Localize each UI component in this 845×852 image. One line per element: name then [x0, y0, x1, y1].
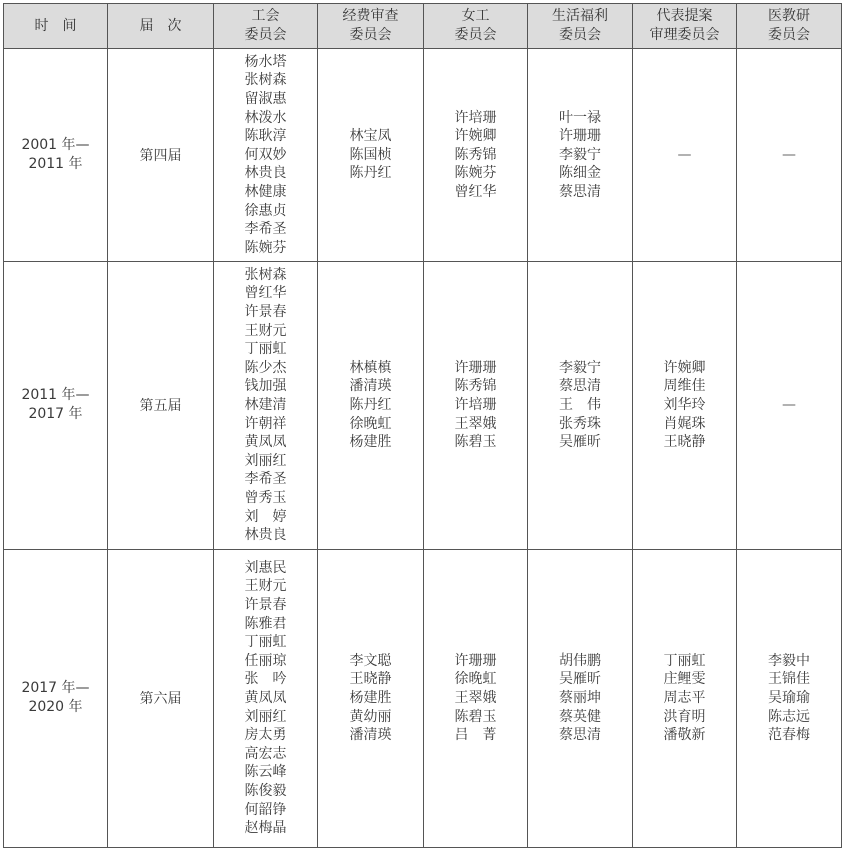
member-name: 徐晚虹 — [349, 415, 392, 432]
member-name: 庄鲤雯 — [663, 671, 706, 688]
member-name: 何韶铮 — [244, 801, 287, 818]
committee-table — [3, 3, 842, 848]
member-name: 陈碧玉 — [454, 708, 497, 725]
member-name: 黄幼丽 — [349, 708, 392, 725]
member-name: 胡伟鹏 — [559, 652, 601, 669]
member-name: 陈碧玉 — [454, 434, 497, 451]
member-name: 蔡丽坤 — [559, 689, 601, 706]
member-name: 黄凤凤 — [244, 689, 287, 706]
member-name: 蔡思清 — [559, 183, 601, 200]
header-label: 委员会 — [244, 27, 287, 43]
period-line: 2020 年 — [28, 699, 83, 716]
member-name: 王晓静 — [349, 671, 392, 688]
cell-proposal-members — [633, 549, 737, 848]
cell-union-members — [214, 262, 318, 549]
member-name: 李文聪 — [349, 652, 392, 669]
member-name: 林泼水 — [244, 109, 287, 126]
header-label: 届 次 — [139, 17, 182, 34]
member-name: 李毅中 — [768, 652, 810, 669]
table-header — [4, 4, 842, 49]
member-name: 许景春 — [244, 596, 287, 613]
member-name: 王晓静 — [663, 434, 706, 451]
member-name: 周维佳 — [663, 378, 706, 395]
member-name: 陈俊毅 — [244, 782, 287, 799]
member-name: 肖娓珠 — [663, 415, 706, 432]
member-name: 陈志远 — [768, 708, 810, 725]
period-line: 2017 年— — [21, 680, 90, 697]
member-name: 吴雁昕 — [559, 434, 601, 451]
member-name: 吕 菁 — [454, 727, 497, 744]
cell-welfare-members — [528, 262, 633, 549]
cell-term: 第五届 — [108, 262, 214, 549]
member-name: 陈秀锦 — [454, 378, 497, 395]
member-name: 叶一禄 — [559, 109, 601, 126]
member-name: 曾红华 — [454, 183, 497, 200]
member-name: 陈少杰 — [244, 359, 287, 376]
member-name: 王锦佳 — [768, 671, 810, 688]
member-name: 蔡思清 — [559, 727, 601, 744]
member-name: 林贵良 — [244, 165, 287, 182]
period-line: 2017 年 — [28, 406, 83, 423]
header-label: 工会 — [251, 8, 280, 24]
member-name: 林健康 — [244, 183, 287, 200]
member-name: 黄凤凤 — [244, 434, 287, 451]
member-name: 王翠娥 — [454, 415, 497, 432]
header-label: 委员会 — [768, 27, 810, 43]
member-name: 范春梅 — [768, 727, 810, 744]
cell-period — [4, 262, 108, 549]
member-name: 李希圣 — [244, 221, 287, 238]
member-name: 刘丽红 — [244, 708, 287, 725]
member-name: 洪育明 — [663, 708, 706, 725]
empty-dash: — — [782, 396, 796, 413]
member-name: 杨水塔 — [244, 53, 287, 70]
cell-women-members — [424, 262, 528, 549]
cell-union-members — [214, 549, 318, 848]
member-name: 房太勇 — [244, 727, 287, 744]
header-term — [108, 4, 214, 49]
member-name: 张 吟 — [244, 671, 287, 688]
header-row — [4, 4, 842, 49]
cell-proposal-members — [633, 262, 737, 549]
cell-medical-members — [737, 49, 842, 262]
period-line: 2001 年— — [21, 137, 90, 154]
header-label: 审理委员会 — [649, 27, 720, 43]
header-label: 委员会 — [349, 27, 392, 43]
cell-women-members — [424, 549, 528, 848]
header-label: 时 间 — [34, 17, 77, 34]
cell-audit-members — [318, 49, 424, 262]
committee-table-container — [3, 3, 841, 848]
member-name: 许珊珊 — [454, 652, 497, 669]
member-name: 吴瑜瑜 — [768, 689, 810, 706]
member-name: 林建清 — [244, 396, 287, 413]
cell-period — [4, 549, 108, 848]
header-label: 生活福利 — [552, 8, 608, 24]
cell-union-members — [214, 49, 318, 262]
header-label: 女工 — [461, 8, 490, 24]
member-name: 吴雁昕 — [559, 671, 601, 688]
header-proposal — [633, 4, 737, 49]
cell-medical-members — [737, 262, 842, 549]
header-medical — [737, 4, 842, 49]
member-name: 何双妙 — [244, 146, 287, 163]
member-name: 陈国桢 — [349, 146, 392, 163]
member-name: 许珊珊 — [454, 359, 497, 376]
member-name: 王财元 — [244, 578, 287, 595]
member-name: 曾秀玉 — [244, 489, 287, 506]
member-name: 丁丽虹 — [244, 341, 287, 358]
member-name: 陈丹红 — [349, 396, 392, 413]
cell-audit-members — [318, 549, 424, 848]
table-row — [4, 49, 842, 262]
member-name: 刘华玲 — [663, 396, 706, 413]
member-name: 林槙槙 — [349, 359, 392, 376]
header-audit — [318, 4, 424, 49]
header-label: 委员会 — [559, 27, 601, 43]
cell-welfare-members — [528, 49, 633, 262]
cell-women-members — [424, 49, 528, 262]
table-body — [4, 49, 842, 848]
member-name: 陈丹红 — [349, 165, 392, 182]
member-name: 陈细金 — [559, 165, 601, 182]
member-name: 陈婉芬 — [244, 239, 287, 256]
cell-proposal-members — [633, 49, 737, 262]
member-name: 陈婉芬 — [454, 165, 497, 182]
member-name: 杨建胜 — [349, 434, 392, 451]
member-name: 蔡思清 — [559, 378, 601, 395]
member-name: 李希圣 — [244, 471, 287, 488]
period-line: 2011 年 — [28, 156, 83, 173]
member-name: 潘清瑛 — [349, 378, 392, 395]
member-name: 王 伟 — [559, 396, 601, 413]
member-name: 王财元 — [244, 322, 287, 339]
member-name: 张树森 — [244, 72, 287, 89]
empty-dash: — — [677, 146, 692, 163]
member-name: 徐惠贞 — [244, 202, 287, 219]
member-name: 潘敬新 — [663, 727, 706, 744]
table-row — [4, 549, 842, 848]
member-name: 刘丽红 — [244, 452, 287, 469]
member-name: 留淑惠 — [244, 90, 287, 107]
header-label: 代表提案 — [656, 8, 713, 24]
member-name: 许珊珊 — [559, 128, 601, 145]
header-label: 委员会 — [454, 27, 497, 43]
member-name: 潘清瑛 — [349, 727, 392, 744]
header-union — [214, 4, 318, 49]
header-label: 医教研 — [768, 8, 810, 24]
table-row — [4, 262, 842, 549]
member-name: 杨建胜 — [349, 689, 392, 706]
cell-medical-members — [737, 549, 842, 848]
member-name: 许培珊 — [454, 109, 497, 126]
member-name: 林宝凤 — [349, 128, 392, 145]
member-name: 丁丽虹 — [663, 652, 706, 669]
member-name: 林贵良 — [244, 527, 287, 544]
member-name: 许培珊 — [454, 396, 497, 413]
member-name: 曾红华 — [244, 285, 287, 302]
member-name: 张秀珠 — [559, 415, 601, 432]
member-name: 周志平 — [663, 689, 706, 706]
member-name: 陈耿淳 — [244, 128, 287, 145]
member-name: 王翠娥 — [454, 689, 497, 706]
member-name: 许婉卿 — [663, 359, 706, 376]
member-name: 赵梅晶 — [244, 820, 287, 837]
member-name: 蔡英健 — [559, 708, 601, 725]
member-name: 张树森 — [244, 266, 287, 283]
member-name: 陈云峰 — [244, 764, 287, 781]
cell-term: 第四届 — [108, 49, 214, 262]
empty-dash: — — [782, 146, 796, 163]
member-name: 许婉卿 — [454, 128, 497, 145]
member-name: 任丽琼 — [244, 652, 287, 669]
cell-audit-members — [318, 262, 424, 549]
member-name: 李毅宁 — [559, 359, 601, 376]
member-name: 许朝祥 — [244, 415, 287, 432]
header-period — [4, 4, 108, 49]
header-women — [424, 4, 528, 49]
member-name: 徐晚虹 — [454, 671, 497, 688]
member-name: 丁丽虹 — [244, 634, 287, 651]
member-name: 陈秀锦 — [454, 146, 497, 163]
member-name: 高宏志 — [244, 745, 287, 762]
header-welfare — [528, 4, 633, 49]
member-name: 刘惠民 — [244, 559, 287, 576]
cell-term: 第六届 — [108, 549, 214, 848]
period-line: 2011 年— — [21, 387, 90, 404]
member-name: 陈雅君 — [244, 615, 287, 632]
cell-period — [4, 49, 108, 262]
header-label: 经费审查 — [342, 8, 399, 24]
member-name: 李毅宁 — [559, 146, 601, 163]
member-name: 钱加强 — [244, 378, 287, 395]
cell-welfare-members — [528, 549, 633, 848]
member-name: 刘 婷 — [244, 508, 287, 525]
member-name: 许景春 — [244, 304, 287, 321]
